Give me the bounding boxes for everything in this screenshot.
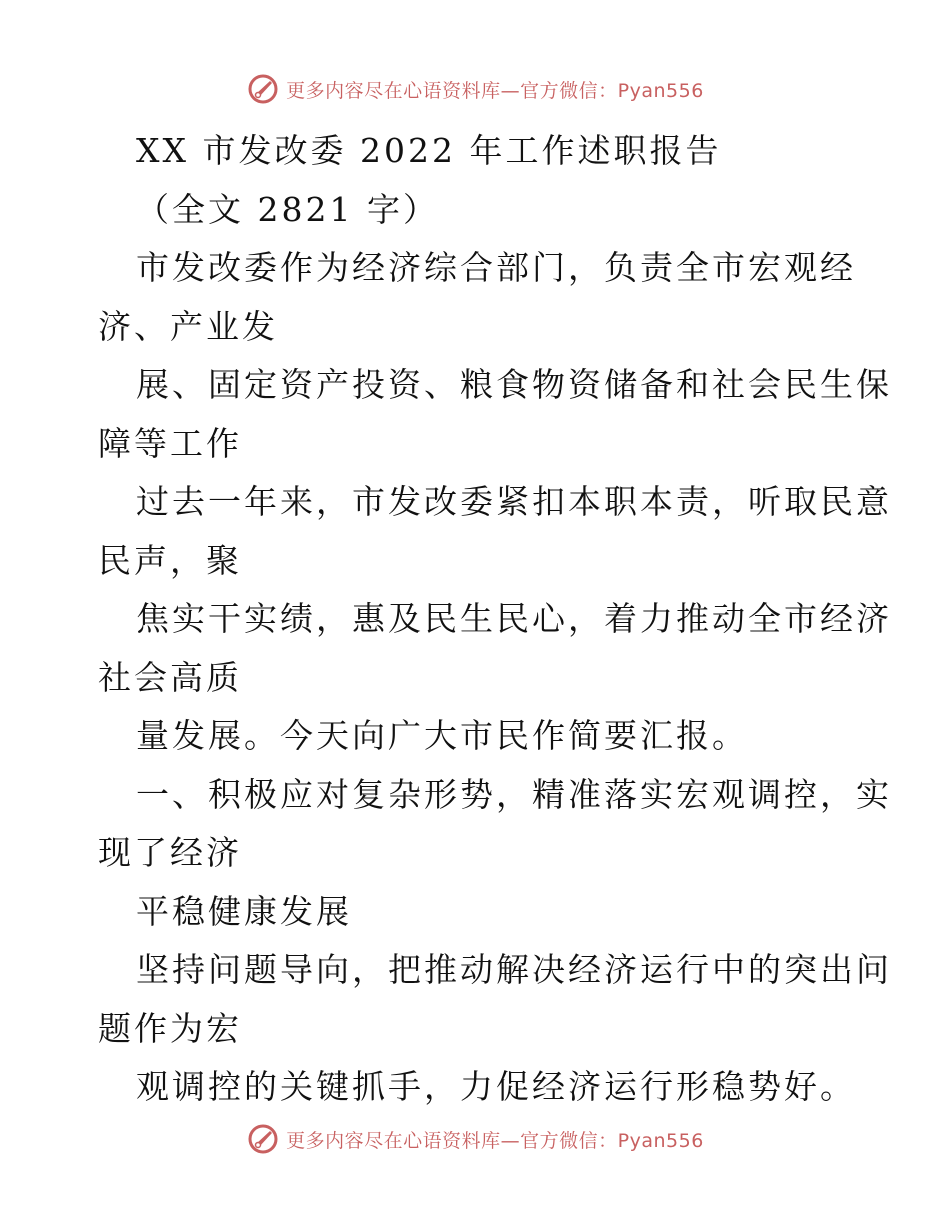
document-line: XX 市发改委 2022 年工作述职报告 <box>136 131 722 170</box>
document-line: （全文 2821 字） <box>136 189 439 229</box>
document-line: 一、积极应对复杂形势，精准落实宏观调控，实 <box>136 774 892 814</box>
document-line: 平稳健康发展 <box>136 891 352 931</box>
watermark-text: 更多内容尽在心语资料库—官方微信：Pyan556 <box>286 1129 704 1152</box>
document-line: 市发改委作为经济综合部门，负责全市宏观经 <box>136 248 856 287</box>
document-line: 展、固定资产投资、粮食物资储备和社会民生保 <box>136 365 892 404</box>
document-line: 民声，聚 <box>98 540 242 580</box>
document-line: 过去一年来，市发改委紧扣本职本责，听取民意 <box>136 482 892 521</box>
document-line: 现了经济 <box>98 833 242 872</box>
document-line: 障等工作 <box>98 423 242 463</box>
watermark-text: 更多内容尽在心语资料库—官方微信：Pyan556 <box>286 79 704 102</box>
document-line: 题作为宏 <box>98 1008 242 1048</box>
document-line: 焦实干实绩，惠及民生民心，着力推动全市经济 <box>136 599 892 638</box>
document-line: 量发展。今天向广大市民作简要汇报。 <box>136 716 748 755</box>
document-line: 观调控的关键抓手，力促经济运行形稳势好。 <box>136 1067 856 1106</box>
header-watermark <box>0 72 950 106</box>
document-line: 济、产业发 <box>98 306 278 346</box>
logo-icon <box>246 72 280 106</box>
logo-icon <box>246 1122 280 1156</box>
document-line: 社会高质 <box>98 657 242 697</box>
footer-watermark <box>0 1122 950 1156</box>
document-line: 坚持问题导向，把推动解决经济运行中的突出问 <box>136 950 892 989</box>
document-body <box>98 122 892 1117</box>
